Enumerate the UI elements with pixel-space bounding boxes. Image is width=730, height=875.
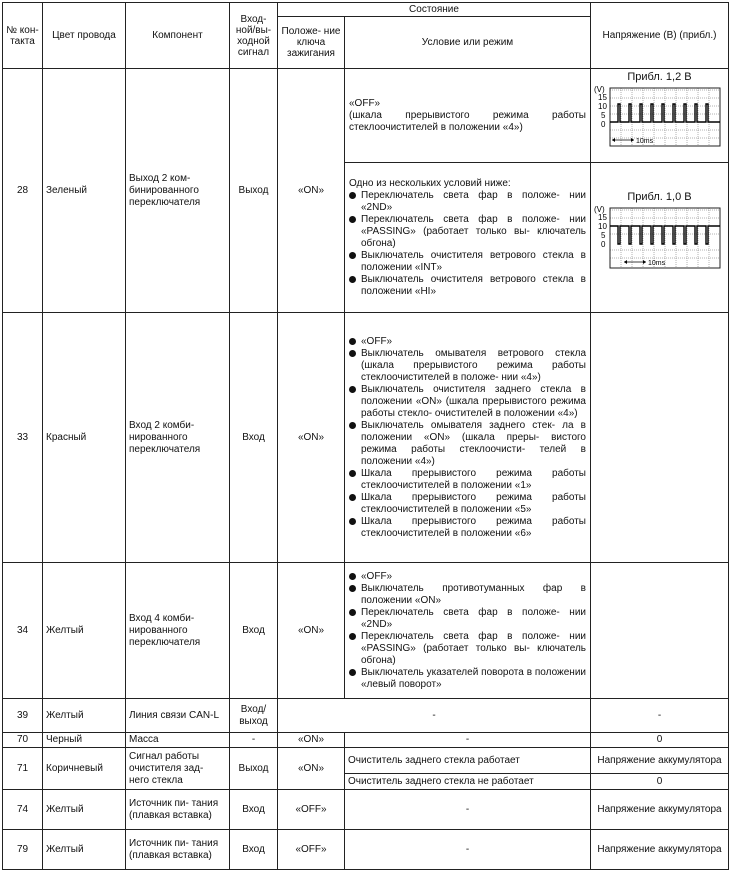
osc-tick: 5 <box>601 231 606 240</box>
condition-item: Шкала прерывистого режима работы стеклоочистителей в положении «5» <box>361 491 586 515</box>
pin-cell: 71 <box>3 748 43 790</box>
osc-time-label: 10ms <box>636 138 654 145</box>
ignition-cell: «ON» <box>278 563 345 699</box>
osc-time-label: 10ms <box>648 260 666 267</box>
osc-tick: 10 <box>598 222 607 231</box>
bullet-icon <box>349 350 356 357</box>
condition-item: «OFF» <box>361 570 393 582</box>
condition-item: Выключатель омывателя ветрового стекла (шкала прерывистого режима работы стеклоочистителей в положе- нии «4») <box>361 347 586 383</box>
component-cell: Масса <box>126 733 230 748</box>
condition-item: Выключатель указателей поворота в положении «левый поворот» <box>361 666 586 690</box>
condition-item: Выключатель очистителя ветрового стекла в положении «INT» <box>361 249 586 273</box>
bullet-icon <box>349 192 356 199</box>
bullet-icon <box>349 573 356 580</box>
wire-color-cell: Желтый <box>43 563 126 699</box>
condition-item: Переключатель света фар в положе- нии «2ND» <box>361 189 586 213</box>
condition-item: Шкала прерывистого режима работы стеклоочистителей в положении «1» <box>361 467 586 491</box>
header-io-signal: Вход- ной/вы- ходной сигнал <box>230 3 278 69</box>
table-row-74 <box>3 790 729 830</box>
osc-tick: 0 <box>601 240 606 249</box>
wire-color-cell: Желтый <box>43 830 126 870</box>
component-cell: Линия связи CAN-L <box>126 699 230 733</box>
ignition-cell: «OFF» <box>278 790 345 830</box>
header-ignition-position: Положе- ние ключа зажигания <box>278 17 345 69</box>
ignition-cell: «ON» <box>278 748 345 790</box>
voltage-label: Прибл. 1,0 В <box>627 191 692 203</box>
osc-tick: 0 <box>601 120 606 129</box>
voltage-cell: 0 <box>591 733 729 748</box>
header-component: Компонент <box>126 3 230 69</box>
condition-cell: - <box>345 733 591 748</box>
io-cell: Вход <box>230 830 278 870</box>
wire-color-cell: Зеленый <box>43 69 126 313</box>
wire-color-cell: Коричневый <box>43 748 126 790</box>
ignition-cell: «OFF» <box>278 830 345 870</box>
condition-item: Выключатель очистителя заднего стекла в положении «ON» (шкала прерывистого режима работы стекло- очистителей в положении «4») <box>361 383 586 419</box>
voltage-cell <box>591 69 729 163</box>
io-cell: Вход/ выход <box>230 699 278 733</box>
condition-cell: - <box>345 830 591 870</box>
header-pin-no: № кон- такта <box>3 3 43 69</box>
oscilloscope-waveform-1 <box>594 84 722 156</box>
component-cell: Сигнал работы очистителя зад- него стекла <box>126 748 230 790</box>
wire-color-cell: Красный <box>43 313 126 563</box>
voltage-cell <box>591 313 729 563</box>
voltage-cell: - <box>591 699 729 733</box>
condition-item: Выключатель очистителя ветрового стекла в положении «HI» <box>361 273 586 297</box>
osc-tick: 10 <box>598 102 607 111</box>
condition-cell <box>345 563 591 699</box>
pin-cell: 70 <box>3 733 43 748</box>
bullet-icon <box>349 216 356 223</box>
condition-cell: - <box>345 790 591 830</box>
condition-cell <box>345 69 591 163</box>
wire-color-cell: Желтый <box>43 790 126 830</box>
ignition-cell: «ON» <box>278 313 345 563</box>
table-row-79 <box>3 830 729 870</box>
bullet-icon <box>349 585 356 592</box>
osc-unit: (V) <box>594 85 605 94</box>
connector-table <box>2 2 729 870</box>
io-cell: Выход <box>230 748 278 790</box>
pin-cell: 34 <box>3 563 43 699</box>
condition-cell <box>345 313 591 563</box>
oscilloscope-waveform-2 <box>594 204 722 280</box>
condition-item: «OFF» <box>361 335 393 347</box>
condition-item: Переключатель света фар в положе- нии «2ND» <box>361 606 586 630</box>
condition-intro: Одно из нескольких условий ниже: <box>349 177 511 189</box>
bullet-icon <box>349 338 356 345</box>
voltage-cell: Напряжение аккумулятора <box>591 830 729 870</box>
component-cell: Вход 2 комби- нированного переключателя <box>126 313 230 563</box>
component-cell: Вход 4 комби- нированного переключателя <box>126 563 230 699</box>
component-cell: Источник пи- тания (плавкая вставка) <box>126 790 230 830</box>
io-cell: Вход <box>230 790 278 830</box>
pin-cell: 28 <box>3 69 43 313</box>
bullet-icon <box>349 386 356 393</box>
osc-unit: (V) <box>594 205 605 214</box>
osc-tick: 15 <box>598 93 607 102</box>
condition-item: Переключатель света фар в положе- нии «PASSING» (работает только вы- ключатель обгона) <box>361 630 586 666</box>
bullet-icon <box>349 669 356 676</box>
wire-color-cell: Черный <box>43 733 126 748</box>
bullet-icon <box>349 252 356 259</box>
pin-cell: 39 <box>3 699 43 733</box>
bullet-icon <box>349 518 356 525</box>
voltage-cell <box>591 563 729 699</box>
io-cell: Вход <box>230 313 278 563</box>
osc-tick: 5 <box>601 111 606 120</box>
pin-cell: 74 <box>3 790 43 830</box>
table-row-28 <box>3 69 729 163</box>
condition-cell: Очиститель заднего стекла работает <box>345 748 591 774</box>
voltage-cell <box>591 163 729 313</box>
io-cell: Вход <box>230 563 278 699</box>
condition-cell <box>345 163 591 313</box>
table-row-70 <box>3 733 729 748</box>
bullet-icon <box>349 609 356 616</box>
bullet-icon <box>349 633 356 640</box>
condition-line: (шкала прерывистого режима работы стеклоочистителей в положении «4») <box>349 109 586 133</box>
voltage-cell: 0 <box>591 774 729 790</box>
header-state: Состояние <box>278 3 591 17</box>
component-cell: Выход 2 ком- бинированного переключателя <box>126 69 230 313</box>
osc-tick: 15 <box>598 213 607 222</box>
io-cell: - <box>230 733 278 748</box>
condition-item: Переключатель света фар в положе- нии «PASSING» (работает только вы- ключатель обгона) <box>361 213 586 249</box>
voltage-cell: Напряжение аккумулятора <box>591 790 729 830</box>
table-row-34 <box>3 563 729 699</box>
condition-line: «OFF» <box>349 97 381 109</box>
bullet-icon <box>349 422 356 429</box>
condition-item: Шкала прерывистого режима работы стеклоочистителей в положении «6» <box>361 515 586 539</box>
voltage-cell: Напряжение аккумулятора <box>591 748 729 774</box>
header-voltage: Напряжение (В) (прибл.) <box>591 3 729 69</box>
wire-color-cell: Желтый <box>43 699 126 733</box>
ignition-cell: «ON» <box>278 733 345 748</box>
component-cell: Источник пи- тания (плавкая вставка) <box>126 830 230 870</box>
condition-item: Выключатель омывателя заднего стек- ла в положении «ON» (шкала преры- вистого режима работы стеклоочисти- телей в положении «4») <box>361 419 586 467</box>
voltage-label: Прибл. 1,2 В <box>627 71 692 83</box>
header-wire-color: Цвет провода <box>43 3 126 69</box>
table-row-33 <box>3 313 729 563</box>
condition-cell: Очиститель заднего стекла не работает <box>345 774 591 790</box>
pin-cell: 33 <box>3 313 43 563</box>
io-cell: Выход <box>230 69 278 313</box>
pin-cell: 79 <box>3 830 43 870</box>
bullet-icon <box>349 470 356 477</box>
header-condition: Условие или режим <box>345 17 591 69</box>
condition-cell: - <box>278 699 591 733</box>
bullet-icon <box>349 276 356 283</box>
bullet-icon <box>349 494 356 501</box>
ignition-cell: «ON» <box>278 69 345 313</box>
table-row-71 <box>3 748 729 774</box>
table-row-39 <box>3 699 729 733</box>
condition-item: Выключатель противотуманных фар в положении «ON» <box>361 582 586 606</box>
